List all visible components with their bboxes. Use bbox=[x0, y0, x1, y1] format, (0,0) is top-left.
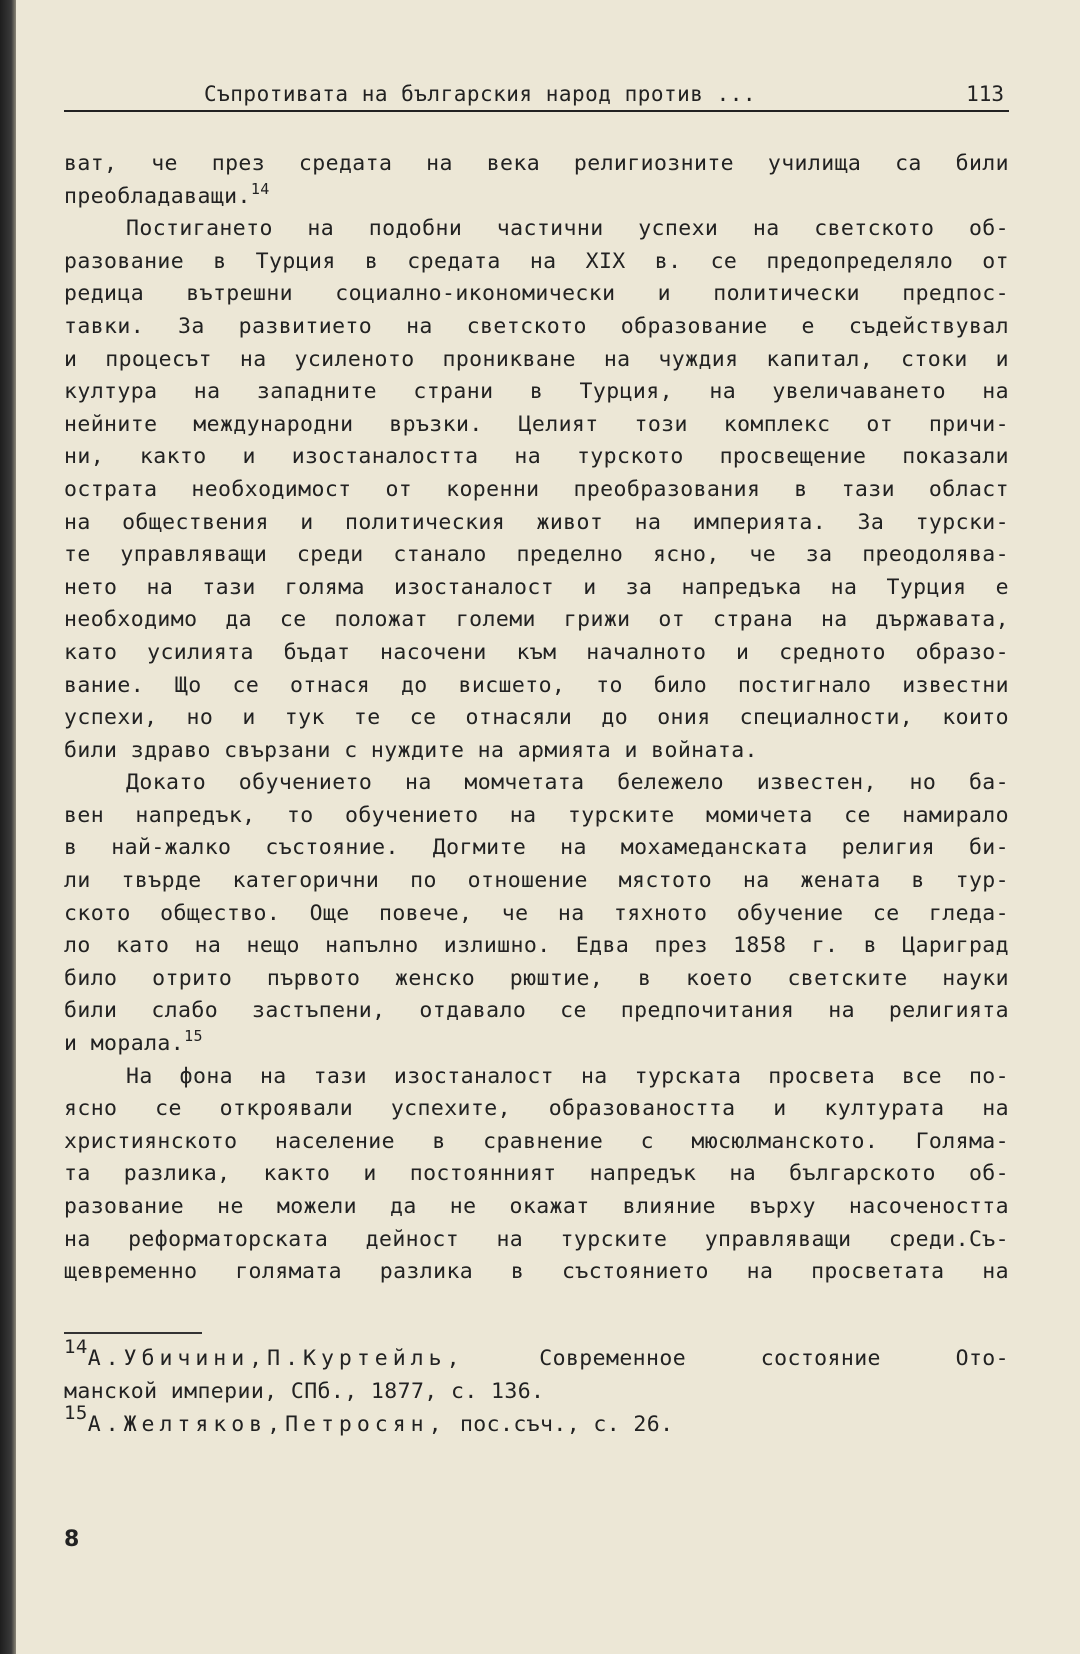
text-line-content: ското общество. Още повече, че на тяхното обучение се гледа- bbox=[64, 900, 1009, 926]
text-line-content: култура на западните страни в Турция, на увеличаването на bbox=[64, 379, 1009, 405]
text-line-content: успехи, но и тук те се отнасяли до ония специалности, които bbox=[64, 705, 1009, 731]
footnote-14-line-1 bbox=[64, 1336, 1009, 1375]
text-line-content: ло като на нещо напълно излишно. Едва през 1858 г. в Цариград bbox=[64, 933, 1009, 959]
text-line bbox=[64, 311, 1009, 344]
text-line bbox=[64, 474, 1009, 507]
text-line-content: разование не можели да не окажат влияние върху насочеността bbox=[64, 1194, 1009, 1219]
text-line bbox=[64, 213, 1009, 246]
footnote-14-line-2 bbox=[64, 1375, 1009, 1408]
text-line bbox=[64, 604, 1009, 637]
text-line-content: необходимо да се положат големи грижи от страна на държавата, bbox=[64, 607, 1009, 633]
text-line-content: като усилията бъдат насочени към началното и средното образо- bbox=[64, 639, 1009, 665]
page-number: 113 bbox=[966, 82, 1004, 106]
text-line bbox=[64, 539, 1009, 572]
text-line bbox=[64, 344, 1009, 377]
text-line-content: и морала. bbox=[64, 1031, 185, 1057]
text-line bbox=[64, 800, 1009, 833]
text-line-content: та разлика, както и постоянният напредък на българското об- bbox=[64, 1161, 1009, 1187]
text-line bbox=[64, 1028, 1009, 1061]
text-line bbox=[64, 670, 1009, 703]
text-line bbox=[64, 376, 1009, 409]
text-line bbox=[64, 735, 1009, 768]
footnote-15-authors: А.Желтяков,Петросян, bbox=[87, 1412, 447, 1437]
text-line bbox=[64, 507, 1009, 540]
footnotes bbox=[64, 1336, 1009, 1441]
text-line bbox=[64, 409, 1009, 442]
text-line-content: нейните международни връзки. Целият този комплекс от причи- bbox=[64, 411, 1009, 437]
text-line-content: и процесът на усиленото проникване на чуждия капитал, стоки и bbox=[64, 346, 1009, 372]
text-line bbox=[64, 441, 1009, 474]
text-line bbox=[64, 246, 1009, 279]
footnote-14-text-continued: манской империи, СПб., 1877, с. 136. bbox=[64, 1379, 545, 1404]
text-line-content: преобладаващи. bbox=[64, 183, 251, 209]
text-line bbox=[64, 930, 1009, 963]
text-line bbox=[64, 865, 1009, 898]
text-line-content: ли твърде категорични по отношение мястото на жената в тур- bbox=[64, 868, 1009, 894]
text-line-content: на реформаторската дейност на турските управляващи среди.Съ- bbox=[64, 1226, 1009, 1252]
text-line-content: разование в Турция в средата на XIX в. се предопределяло от bbox=[64, 248, 1009, 274]
text-line-content: щевременно голямата разлика в състоянието на просветата на bbox=[64, 1259, 1009, 1285]
text-line-content: вен напредък, то обучението на турските момичета се намирало bbox=[64, 802, 1009, 828]
text-line bbox=[64, 1256, 1009, 1289]
text-line-content: било отрито първото женско рюштие, в което светските науки bbox=[64, 965, 1009, 991]
text-line bbox=[64, 148, 1009, 181]
footnote-reference[interactable]: 14 bbox=[250, 179, 270, 198]
text-line-content: ясно се откроявали успехите, образоваността и културата на bbox=[64, 1096, 1009, 1122]
text-line bbox=[64, 1191, 1009, 1224]
text-line bbox=[64, 1126, 1009, 1159]
text-line-content: Постигането на подобни частични успехи на светското об- bbox=[126, 216, 1009, 242]
text-line bbox=[64, 572, 1009, 605]
footnote-15-number: 15 bbox=[64, 1402, 88, 1424]
text-line-content: те управляващи среди станало пределно ясно, че за преодолява- bbox=[64, 542, 1009, 568]
footnote-15-text: пос.съч., с. 26. bbox=[459, 1412, 674, 1437]
text-line bbox=[64, 1061, 1009, 1094]
body-text bbox=[64, 148, 1009, 1289]
text-line bbox=[64, 898, 1009, 931]
text-line-content: вание. Що се отнася до висшето, то било постигнало известни bbox=[64, 672, 1009, 698]
text-line-content: Докато обучението на момчетата бележело известен, но ба- bbox=[126, 770, 1009, 796]
text-line-content: християнското население в сравнение с мюсюлманското. Голяма- bbox=[64, 1128, 1009, 1154]
footnote-14-number: 14 bbox=[64, 1336, 88, 1358]
footnote-14-text: Современное состояние Ото- bbox=[539, 1346, 1009, 1371]
text-line bbox=[64, 1093, 1009, 1126]
text-line bbox=[64, 832, 1009, 865]
book-binding-edge bbox=[0, 0, 16, 1654]
running-title: Съпротивата на българския народ против ... bbox=[204, 82, 757, 106]
text-line-content: били здраво свързани с нуждите на армията и войната. bbox=[64, 737, 758, 763]
text-line-content: нето на тази голяма изостаналост и за напредъка на Турция е bbox=[64, 574, 1009, 600]
text-line bbox=[64, 181, 1009, 214]
text-line-content: редица вътрешни социално-икономически и политически предпос- bbox=[64, 281, 1009, 307]
text-line-content: ни, както и изостаналостта на турското просвещение показали bbox=[64, 444, 1009, 470]
footnote-separator bbox=[64, 1332, 202, 1334]
text-line-content: ват, че през средата на века религиозните училища са били bbox=[64, 151, 1009, 176]
footnote-15-line bbox=[64, 1402, 1009, 1441]
text-line bbox=[64, 637, 1009, 670]
text-line-content: На фона на тази изостаналост на турската просвета все по- bbox=[126, 1063, 1009, 1089]
text-line-content: на обществения и политическия живот на империята. За турски- bbox=[64, 509, 1009, 535]
text-line bbox=[64, 963, 1009, 996]
printer-sheet-number: 8 bbox=[64, 1527, 80, 1552]
text-line-content: били слабо застъпени, отдавало се предпочитания на религията bbox=[64, 998, 1009, 1024]
text-line bbox=[64, 1158, 1009, 1191]
footnote-reference[interactable]: 15 bbox=[184, 1027, 203, 1046]
text-line bbox=[64, 995, 1009, 1028]
text-line-content: в най-жалко състояние. Догмите на мохамеданската религия би- bbox=[64, 835, 1009, 861]
running-header bbox=[64, 78, 1009, 112]
text-line-content: тавки. За развитието на светското образование е съдействувал bbox=[64, 313, 1009, 339]
text-line bbox=[64, 278, 1009, 311]
text-line-content: острата необходимост от коренни преобразования в тази област bbox=[64, 476, 1009, 502]
text-line bbox=[64, 702, 1009, 735]
text-line bbox=[64, 767, 1009, 800]
text-line bbox=[64, 1224, 1009, 1257]
footnote-14-authors: А.Убичини,П.Куртейль, bbox=[87, 1346, 465, 1371]
